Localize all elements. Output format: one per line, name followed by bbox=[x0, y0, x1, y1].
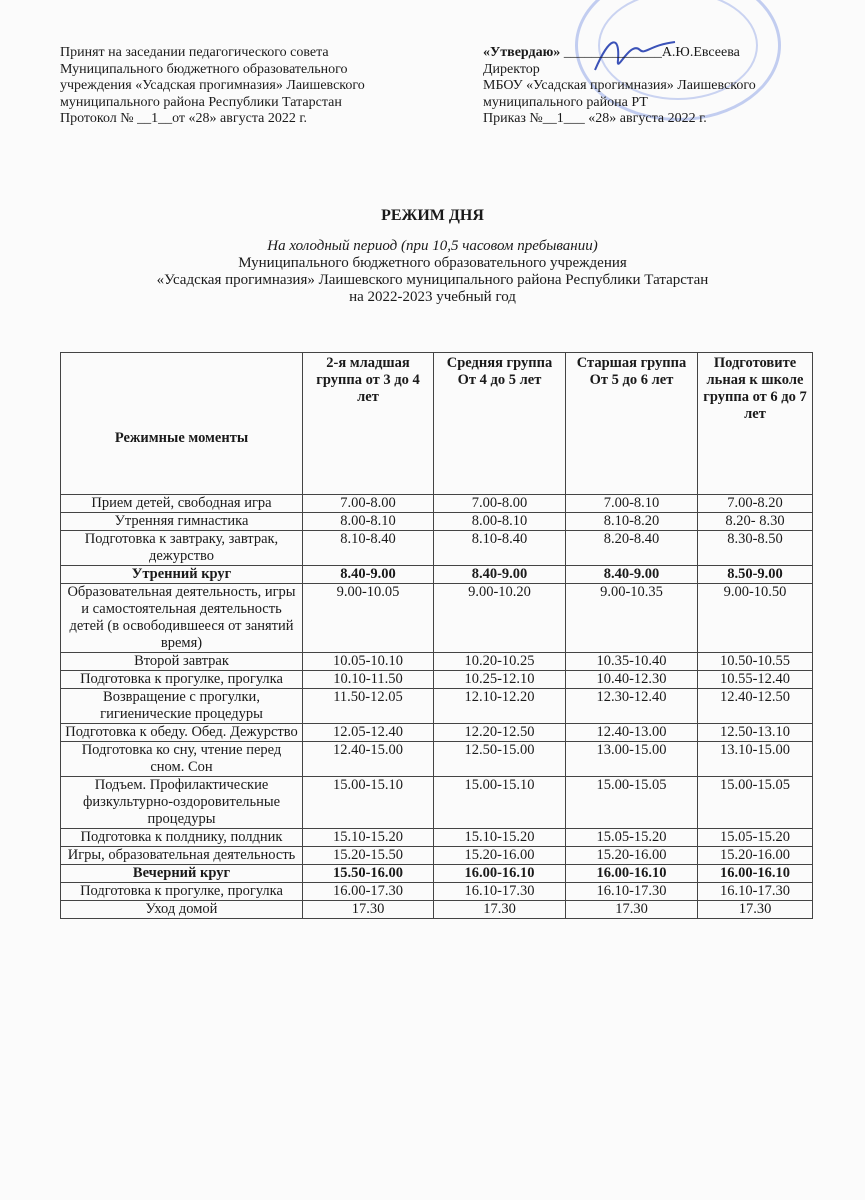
time-cell: 16.00-17.30 bbox=[303, 883, 434, 901]
time-cell: 12.40-15.00 bbox=[303, 742, 434, 777]
activity-cell: Образовательная деятельность, игры и самостоятельная деятельность детей (в освободившееся от занятий время) bbox=[61, 584, 303, 653]
time-cell: 12.20-12.50 bbox=[434, 724, 566, 742]
table-row bbox=[61, 777, 813, 829]
activity-cell: Второй завтрак bbox=[61, 653, 303, 671]
time-cell: 15.20-16.00 bbox=[698, 847, 813, 865]
time-cell: 8.20- 8.30 bbox=[698, 513, 813, 531]
activity-cell: Подъем. Профилактические физкультурно-оздоровительные процедуры bbox=[61, 777, 303, 829]
header-cell: Старшая группа От 5 до 6 лет bbox=[566, 353, 698, 495]
time-cell: 15.10-15.20 bbox=[434, 829, 566, 847]
time-cell: 10.20-10.25 bbox=[434, 653, 566, 671]
header-cell: Средняя группа От 4 до 5 лет bbox=[434, 353, 566, 495]
time-cell: 8.40-9.00 bbox=[303, 566, 434, 584]
activity-cell: Подготовка к прогулке, прогулка bbox=[61, 883, 303, 901]
table-row bbox=[61, 865, 813, 883]
activity-cell: Утренняя гимнастика bbox=[61, 513, 303, 531]
time-cell: 12.10-12.20 bbox=[434, 689, 566, 724]
table-row bbox=[61, 901, 813, 919]
header-cell: Режимные моменты bbox=[61, 353, 303, 495]
director-name: ______________А.Ю.Евсеева bbox=[560, 45, 740, 60]
time-cell: 12.50-13.10 bbox=[698, 724, 813, 742]
text-line: Приказ №__1___ «28» августа 2022 г. bbox=[483, 111, 707, 126]
table-row bbox=[61, 883, 813, 901]
time-cell: 8.40-9.00 bbox=[566, 566, 698, 584]
time-cell: 15.00-15.10 bbox=[303, 777, 434, 829]
time-cell: 12.40-12.50 bbox=[698, 689, 813, 724]
time-cell: 15.00-15.05 bbox=[698, 777, 813, 829]
time-cell: 13.10-15.00 bbox=[698, 742, 813, 777]
time-cell: 17.30 bbox=[566, 901, 698, 919]
time-cell: 15.50-16.00 bbox=[303, 865, 434, 883]
header-cell: 2-я младшая группа от 3 до 4 лет bbox=[303, 353, 434, 495]
activity-cell: Подготовка к прогулке, прогулка bbox=[61, 671, 303, 689]
activity-cell: Подготовка к полднику, полдник bbox=[61, 829, 303, 847]
subtitle-italic: На холодный период (при 10,5 часовом пребывании) bbox=[267, 238, 598, 254]
schedule-table bbox=[60, 352, 813, 919]
time-cell: 8.00-8.10 bbox=[434, 513, 566, 531]
time-cell: 12.30-12.40 bbox=[566, 689, 698, 724]
time-cell: 15.05-15.20 bbox=[698, 829, 813, 847]
activity-cell: Подготовка ко сну, чтение перед сном. Сон bbox=[61, 742, 303, 777]
time-cell: 15.20-16.00 bbox=[566, 847, 698, 865]
time-cell: 13.00-15.00 bbox=[566, 742, 698, 777]
time-cell: 12.50-15.00 bbox=[434, 742, 566, 777]
time-cell: 8.20-8.40 bbox=[566, 531, 698, 566]
time-cell: 12.40-13.00 bbox=[566, 724, 698, 742]
time-cell: 8.30-8.50 bbox=[698, 531, 813, 566]
time-cell: 8.40-9.00 bbox=[434, 566, 566, 584]
table-row bbox=[61, 566, 813, 584]
table-row bbox=[61, 829, 813, 847]
table-row bbox=[61, 513, 813, 531]
activity-cell: Уход домой bbox=[61, 901, 303, 919]
activity-cell: Возвращение с прогулки, гигиенические процедуры bbox=[61, 689, 303, 724]
approval-right-block bbox=[483, 45, 756, 128]
time-cell: 7.00-8.00 bbox=[303, 495, 434, 513]
page-title: РЕЖИМ ДНЯ bbox=[381, 207, 484, 224]
time-cell: 15.00-15.05 bbox=[566, 777, 698, 829]
table-row bbox=[61, 689, 813, 724]
activity-cell: Игры, образовательная деятельность bbox=[61, 847, 303, 865]
time-cell: 8.10-8.40 bbox=[434, 531, 566, 566]
text-line: Принят на заседании педагогического совета bbox=[60, 45, 329, 60]
time-cell: 10.55-12.40 bbox=[698, 671, 813, 689]
time-cell: 11.50-12.05 bbox=[303, 689, 434, 724]
activity-cell: Вечерний круг bbox=[61, 865, 303, 883]
time-cell: 15.00-15.10 bbox=[434, 777, 566, 829]
table-row bbox=[61, 847, 813, 865]
text-line: учреждения «Усадская прогимназия» Лаишевского bbox=[60, 78, 365, 93]
time-cell: 8.10-8.20 bbox=[566, 513, 698, 531]
time-cell: 9.00-10.35 bbox=[566, 584, 698, 653]
time-cell: 16.10-17.30 bbox=[698, 883, 813, 901]
text-line: Муниципального бюджетного образовательного bbox=[60, 61, 348, 77]
time-cell: 17.30 bbox=[434, 901, 566, 919]
time-cell: 10.40-12.30 bbox=[566, 671, 698, 689]
approval-left-block bbox=[60, 45, 365, 128]
activity-cell: Прием детей, свободная игра bbox=[61, 495, 303, 513]
text-line: МБОУ «Усадская прогимназия» Лаишевского bbox=[483, 78, 756, 93]
time-cell: 9.00-10.05 bbox=[303, 584, 434, 653]
activity-cell: Утренний круг bbox=[61, 566, 303, 584]
table-row bbox=[61, 531, 813, 566]
time-cell: 7.00-8.10 bbox=[566, 495, 698, 513]
activity-cell: Подготовка к завтраку, завтрак, дежурство bbox=[61, 531, 303, 566]
text-line bbox=[483, 45, 756, 62]
time-cell: 7.00-8.00 bbox=[434, 495, 566, 513]
time-cell: 10.25-12.10 bbox=[434, 671, 566, 689]
time-cell: 16.10-17.30 bbox=[434, 883, 566, 901]
time-cell: 15.20-16.00 bbox=[434, 847, 566, 865]
approve-label: «Утвердаю» bbox=[483, 45, 561, 60]
header-cell: Подготовите льная к школе группа от 6 до 7 лет bbox=[698, 353, 813, 495]
subtitle-line: на 2022-2023 учебный год bbox=[349, 289, 516, 305]
time-cell: 15.10-15.20 bbox=[303, 829, 434, 847]
time-cell: 10.35-10.40 bbox=[566, 653, 698, 671]
table-row bbox=[61, 653, 813, 671]
subtitle-line: «Усадская прогимназия» Лаишевского муниципального района Республики Татарстан bbox=[156, 272, 709, 288]
time-cell: 10.50-10.55 bbox=[698, 653, 813, 671]
subtitle bbox=[0, 238, 865, 306]
text-line: Директор bbox=[483, 61, 540, 77]
time-cell: 10.10-11.50 bbox=[303, 671, 434, 689]
time-cell: 17.30 bbox=[698, 901, 813, 919]
time-cell: 16.00-16.10 bbox=[698, 865, 813, 883]
time-cell: 12.05-12.40 bbox=[303, 724, 434, 742]
text-line: Протокол № __1__от «28» августа 2022 г. bbox=[60, 111, 307, 126]
time-cell: 8.50-9.00 bbox=[698, 566, 813, 584]
time-cell: 16.00-16.10 bbox=[566, 865, 698, 883]
table-row bbox=[61, 584, 813, 653]
time-cell: 9.00-10.50 bbox=[698, 584, 813, 653]
time-cell: 8.10-8.40 bbox=[303, 531, 434, 566]
activity-cell: Подготовка к обеду. Обед. Дежурство bbox=[61, 724, 303, 742]
time-cell: 8.00-8.10 bbox=[303, 513, 434, 531]
table-row bbox=[61, 495, 813, 513]
table-row bbox=[61, 742, 813, 777]
subtitle-line: Муниципального бюджетного образовательного учреждения bbox=[238, 255, 627, 271]
time-cell: 16.00-16.10 bbox=[434, 865, 566, 883]
table-row bbox=[61, 671, 813, 689]
time-cell: 17.30 bbox=[303, 901, 434, 919]
time-cell: 10.05-10.10 bbox=[303, 653, 434, 671]
table-row bbox=[61, 724, 813, 742]
time-cell: 16.10-17.30 bbox=[566, 883, 698, 901]
time-cell: 15.20-15.50 bbox=[303, 847, 434, 865]
time-cell: 7.00-8.20 bbox=[698, 495, 813, 513]
text-line: муниципального района РТ bbox=[483, 94, 648, 110]
time-cell: 9.00-10.20 bbox=[434, 584, 566, 653]
text-line: муниципального района Республики Татарстан bbox=[60, 94, 342, 110]
time-cell: 15.05-15.20 bbox=[566, 829, 698, 847]
